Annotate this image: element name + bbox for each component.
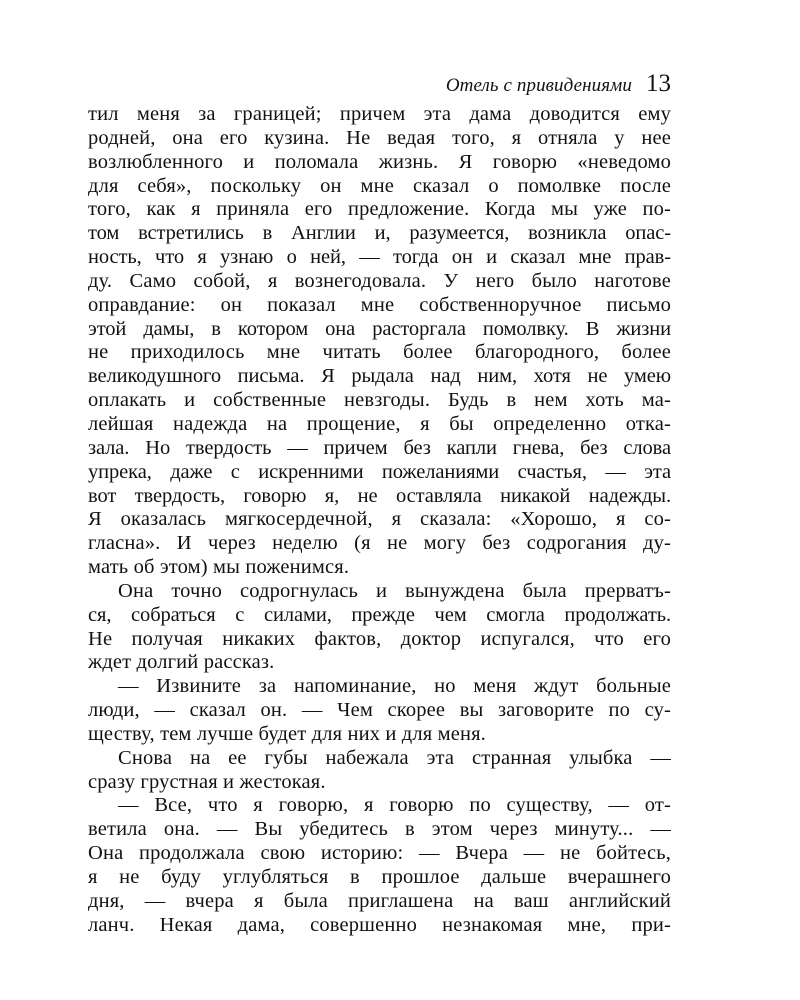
text-line: дня, — вчера я была приглашена на ваш английский — [88, 889, 671, 912]
text-line: вот твердость, говорю я, не оставляла никакой надежды. — [88, 484, 671, 507]
text-line: зала. Но твердость — причем без капли гнева, без слова — [88, 436, 671, 459]
dialogue-first-line: — Извините за напоминание, но меня ждут больные — [118, 675, 671, 698]
page-number: 13 — [646, 70, 671, 97]
text-line: ду. Само собой, я вознегодовала. У него было наготове — [88, 269, 671, 292]
paragraph-first-line: Она точно содрогнулась и вынуждена была прерватъ- — [118, 579, 671, 602]
paragraph-first-line: Снова на ее губы набежала эта странная улыбка — — [118, 746, 671, 769]
paragraph-end-line: сразу грустная и жестокая. — [88, 770, 326, 793]
text-line: Она продолжала свою историю: — Вчера — не бойтесь, — [88, 842, 671, 865]
text-line: возлюбленного и поломала жизнь. Я говорю «неведомо — [88, 150, 671, 173]
text-line: для себя», поскольку он мне сказал о помолвке после — [88, 174, 671, 197]
paragraph-end-line: мать об этом) мы поженимся. — [88, 556, 350, 579]
text-line: ся, собраться с силами, прежде чем смогла продолжать. — [88, 603, 671, 626]
text-line: не приходилось мне читать более благородного, более — [88, 341, 671, 364]
text-line: оправдание: он показал мне собственноручное письмо — [88, 293, 671, 316]
text-line: того, как я приняла его предложение. Когда мы уже по- — [88, 198, 671, 221]
text-line: гласна». И через неделю (я не могу без содрогания ду- — [88, 532, 671, 555]
text-line: ность, что я узнаю о ней, — тогда он и сказал мне прав- — [88, 246, 671, 269]
running-head — [420, 70, 671, 98]
body-text — [88, 103, 671, 938]
paragraph-end-line: ждет долгий рассказ. — [88, 651, 275, 674]
text-line: упрека, даже с искренними пожеланиями счастья, — эта — [88, 460, 671, 483]
running-head-title: Отель с привидениями — [445, 75, 632, 96]
text-line: Я оказалась мягкосердечной, я сказала: «Хорошо, я со- — [88, 508, 671, 531]
text-line: я не буду углубляться в прошлое дальше вчерашнего — [88, 866, 671, 888]
text-line: тил меня за границей; причем эта дама доводится ему — [88, 103, 671, 125]
text-line: этой дамы, в котором она расторгала помолвку. В жизни — [88, 317, 671, 340]
text-line: лейшая надежда на прощение, я бы определенно отка- — [88, 412, 671, 435]
paragraph-end-line: ществу, тем лучше будет для них и для меня. — [88, 722, 486, 745]
text-line: ланч. Некая дама, совершенно незнакомая мне, при- — [88, 913, 671, 936]
text-line: оплакать и собственные невзгоды. Будь в нем хоть ма- — [88, 389, 671, 412]
text-line: великодушного письма. Я рыдала над ним, хотя не умею — [88, 365, 671, 388]
text-line: родней, она его кузина. Не ведая того, я отняла у нее — [88, 126, 671, 149]
dialogue-first-line: — Все, что я говорю, я говорю по существу, — от- — [118, 794, 671, 817]
text-line: Не получая никаких фактов, доктор испугался, что его — [88, 627, 671, 650]
text-line: люди, — сказал он. — Чем скорее вы заговорите по су- — [88, 699, 671, 722]
text-line: ветила она. — Вы убедитесь в этом через минуту... — — [88, 818, 671, 841]
text-line: том встретились в Англии и, разумеется, возникла опас- — [88, 222, 671, 245]
